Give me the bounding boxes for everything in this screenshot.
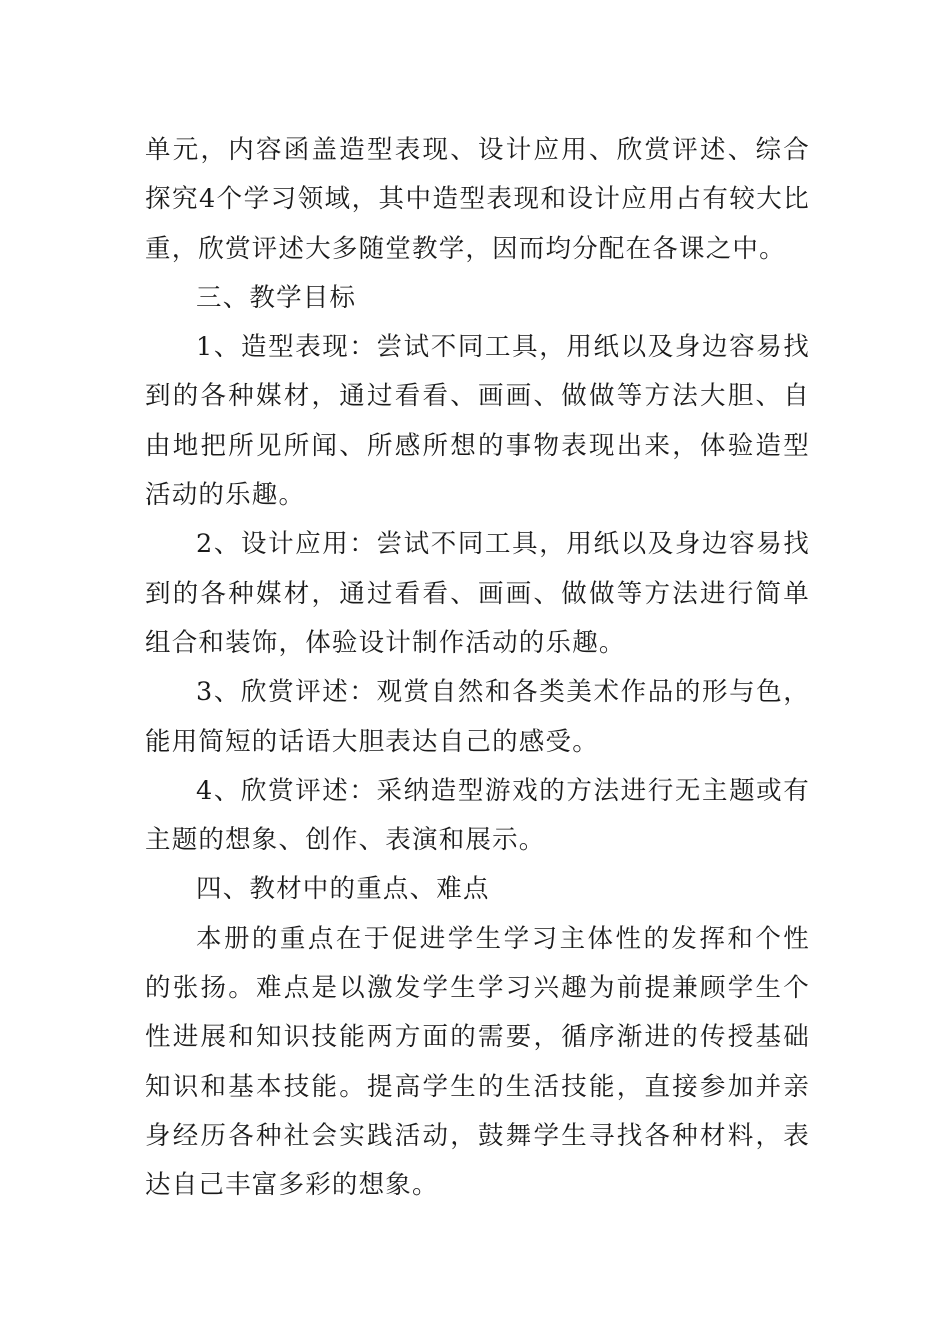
- paragraph-intro-continuation: 单元，内容函盖造型表现、设计应用、欣赏评述、综合探究4个学习领域，其中造型表现和设计应用占有较大比重，欣赏评述大多随堂教学，因而均分配在各课之中。: [145, 135, 810, 264]
- paragraph-goal-2: 2、设计应用：尝试不同工具，用纸以及身边容易找到的各种媒材，通过看看、画画、做做等方法进行简单组合和装饰，体验设计制作活动的乐趣。: [145, 529, 810, 658]
- paragraph-goal-3: 3、欣赏评述：观赏自然和各类美术作品的形与色，能用简短的话语大胆表达自己的感受。: [145, 677, 810, 757]
- paragraph-goal-4: 4、欣赏评述：采纳造型游戏的方法进行无主题或有主题的想象、创作、表演和展示。: [145, 775, 810, 856]
- document-body: [145, 126, 810, 1211]
- section-heading-teaching-goals: 三、教学目标: [196, 282, 357, 313]
- paragraph-key-points: 本册的重点在于促进学生学习主体性的发挥和个性的张扬。难点是以激发学生学习兴趣为前提兼顾学生个性进展和知识技能两方面的需要，循序渐进的传授基础知识和基本技能。提高学生的生活技能，直接参加并亲身经历各种社会实践活动，鼓舞学生寻找各种材料，表达自己丰富多彩的想象。: [145, 923, 810, 1201]
- section-heading-key-points: 四、教材中的重点、难点: [196, 874, 490, 905]
- paragraph-goal-1: 1、造型表现：尝试不同工具，用纸以及身边容易找到的各种媒材，通过看看、画画、做做等方法大胆、自由地把所见所闻、所感所想的事物表现出来，体验造型活动的乐趣。: [145, 332, 810, 511]
